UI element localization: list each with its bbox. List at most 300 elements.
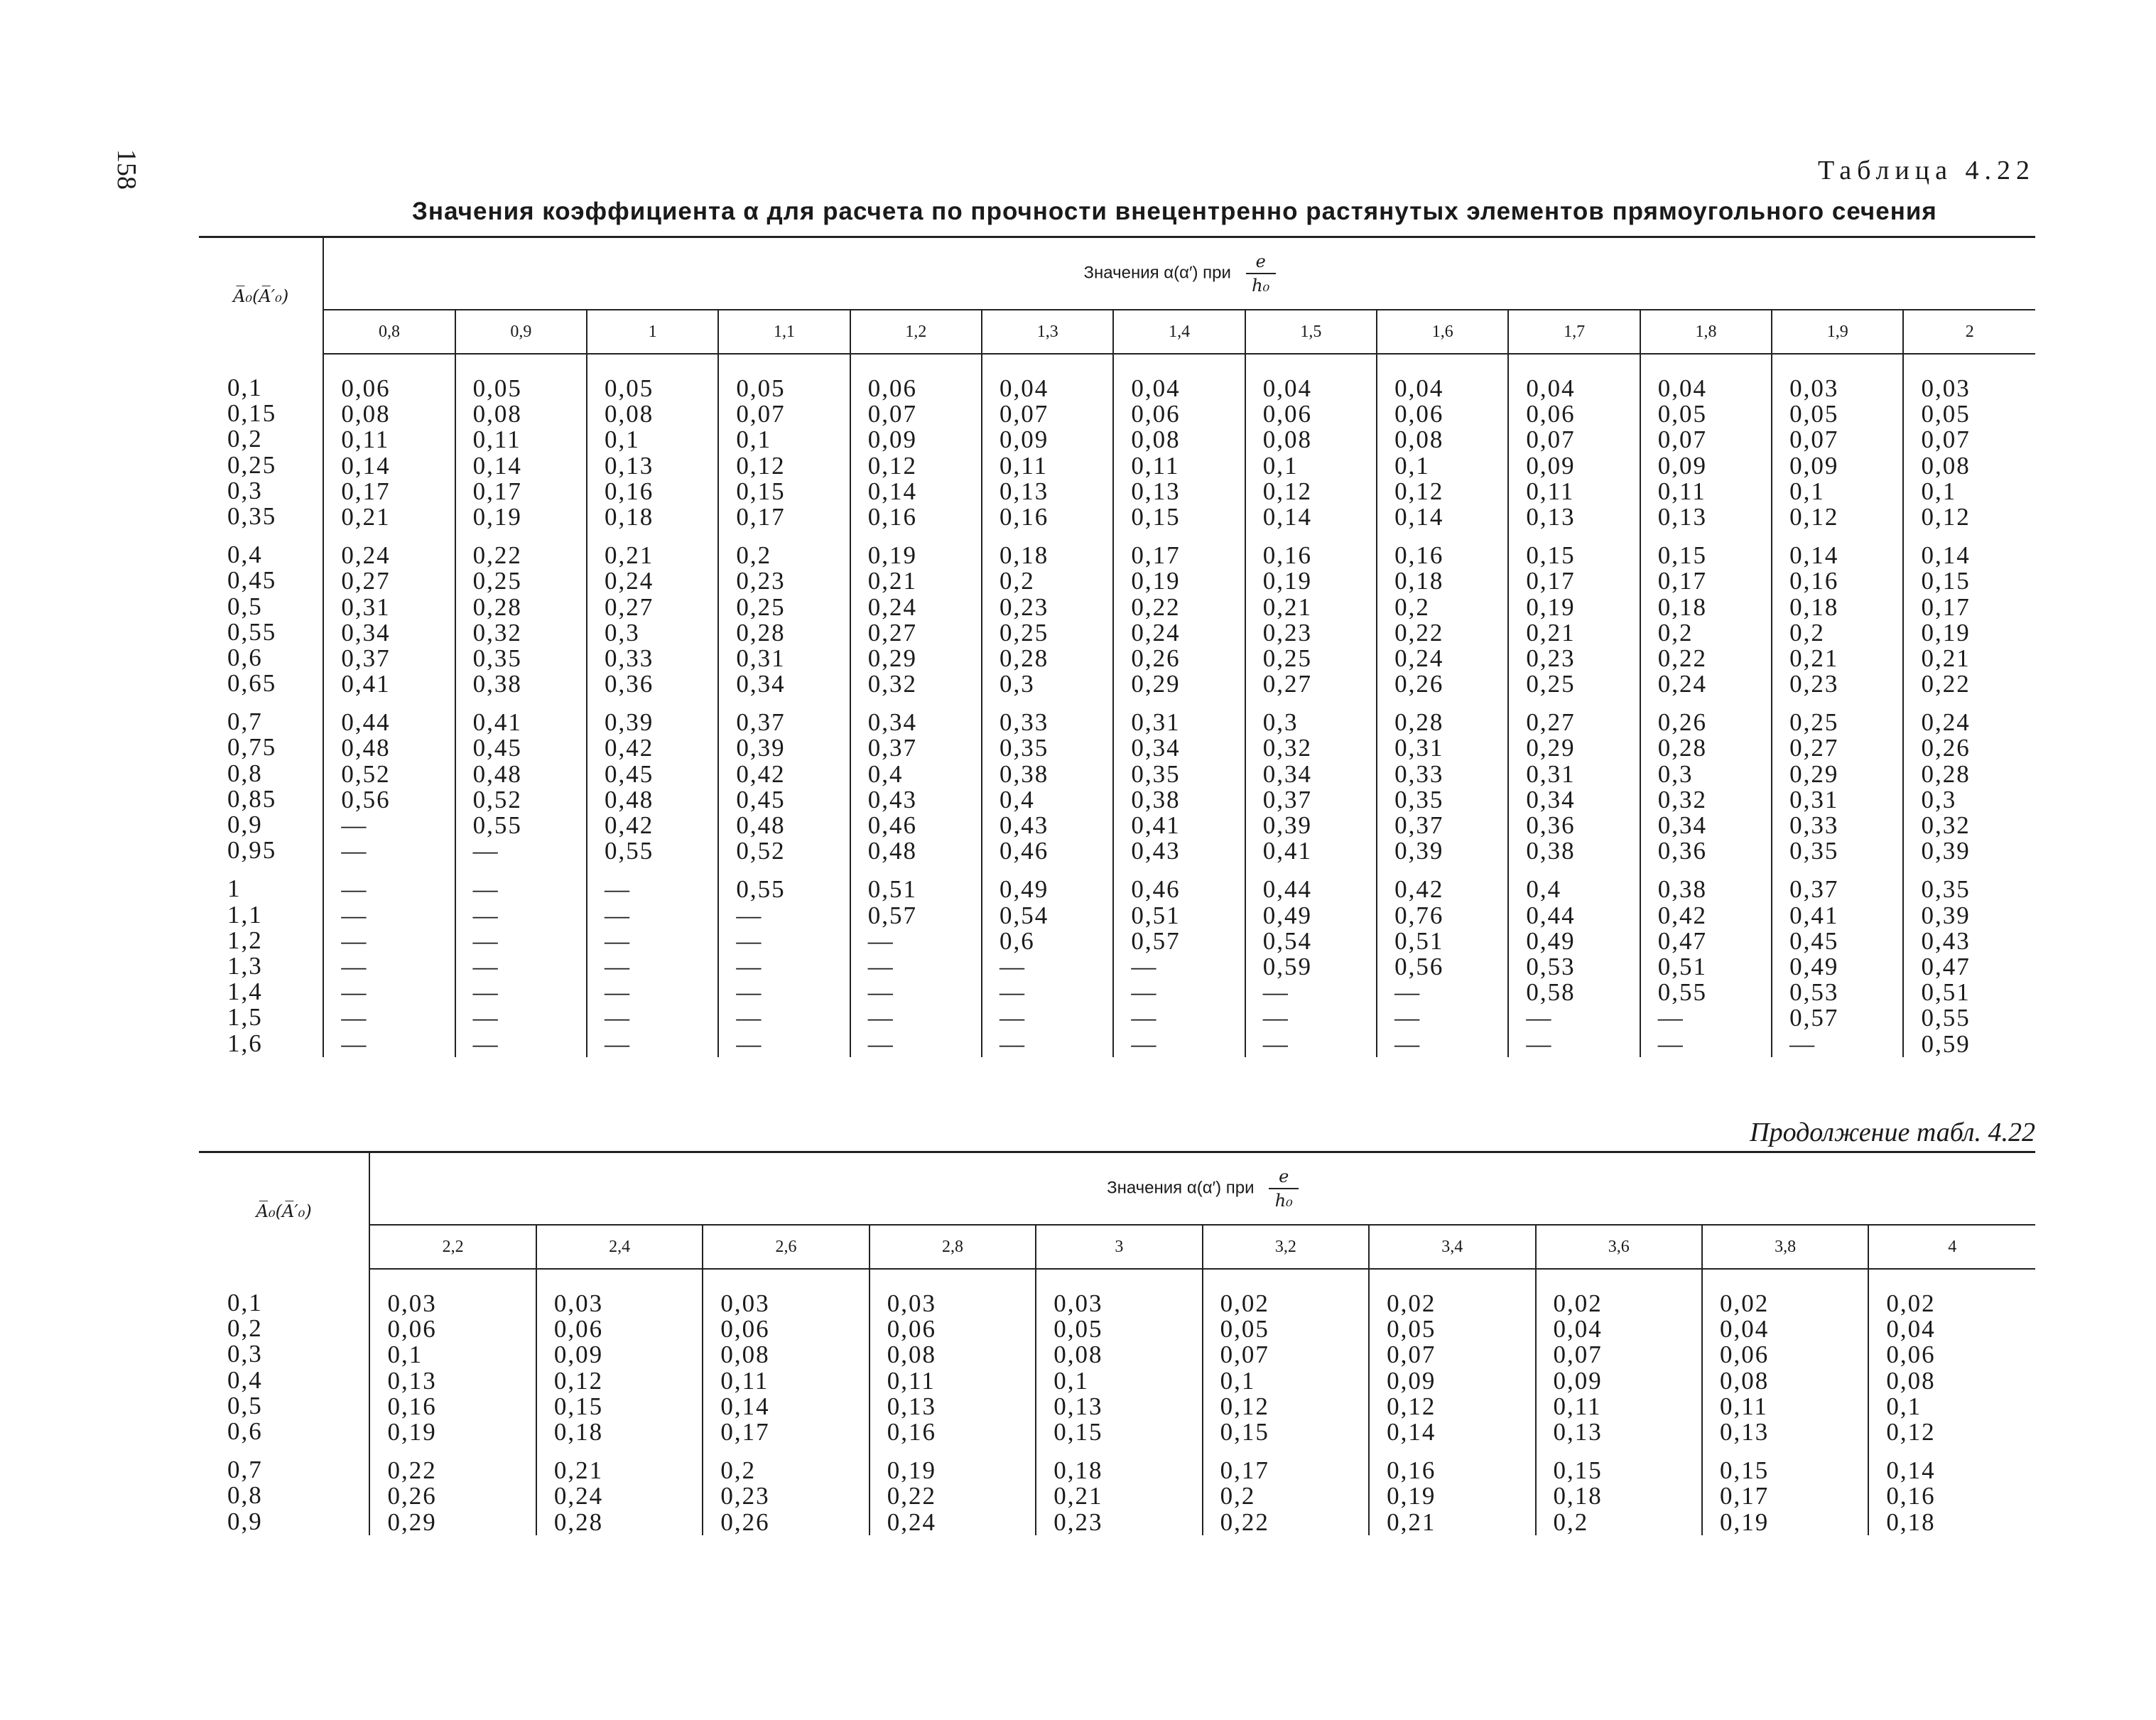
column-header: 2,4	[536, 1225, 703, 1269]
table-cell-value: 0,57	[867, 901, 917, 929]
table-cell-value: —	[341, 926, 368, 955]
column-header: 1,3	[982, 310, 1113, 354]
table-cell-value: 0,59	[1921, 1029, 1971, 1058]
table-label: Таблица 4.22	[1817, 156, 2035, 185]
table-cell-value: 0,51	[1394, 926, 1444, 955]
column-header: 2,2	[369, 1225, 536, 1269]
table-cell-value: 0,25	[1262, 644, 1312, 672]
table-cell-value: 0,1	[1262, 451, 1299, 480]
table-cell-value: 0,03	[720, 1289, 770, 1317]
value-group	[1263, 697, 1376, 864]
value-group	[1554, 1270, 1701, 1445]
table-cell-value: —	[867, 1004, 894, 1032]
table-cell-value: 0,54	[1000, 901, 1049, 929]
table-cell-value: 0,31	[736, 644, 786, 672]
table-cell-value: —	[341, 901, 368, 929]
table-cell-value: 0,17	[1921, 593, 1971, 621]
table-cell-value: 0,17	[1719, 1482, 1770, 1510]
table-cell-value: 0,18	[1789, 593, 1839, 621]
table-cell-value: 0,28	[1921, 759, 1971, 788]
table-cell-value: 0,21	[1053, 1482, 1103, 1510]
table-cell-value: 0,31	[1131, 708, 1181, 737]
table-cell-value: —	[867, 926, 894, 955]
table-cell-value: —	[472, 952, 499, 980]
table-cell-value: 0,45	[472, 734, 522, 762]
table-cell-value: 0,18	[605, 502, 654, 531]
table-cell-value: 0,19	[387, 1417, 437, 1446]
table-cell-value: 0,4	[867, 759, 904, 788]
value-group	[1131, 697, 1244, 864]
table-cell-value: 0,08	[1131, 426, 1181, 454]
table-cell-value: 0,44	[1526, 901, 1576, 929]
table-cell-value: 0,35	[1394, 785, 1444, 813]
table-cell-value: 0,13	[387, 1366, 437, 1395]
table-cell-value: 1,2	[227, 926, 263, 954]
table-cell-value: 0,42	[1657, 901, 1708, 929]
table-cell-value: 0,15	[1220, 1417, 1269, 1446]
table-cell-value: —	[472, 837, 499, 865]
table-cell-value: —	[1000, 1004, 1026, 1032]
table-cell-value: 0,41	[1262, 837, 1312, 865]
column-header: 1,1	[718, 310, 850, 354]
table-cell-value: 0,08	[1921, 451, 1971, 480]
table-cell-value: 0,23	[1053, 1508, 1103, 1536]
table-cell-value: 0,2	[1000, 567, 1035, 595]
table-cell-value: —	[341, 978, 368, 1007]
table-cell-value: 0,32	[1262, 734, 1312, 762]
table-cell-value: 0,59	[1262, 952, 1312, 980]
table-cell-value: 0,53	[1526, 952, 1576, 980]
table-cell-value: 0,13	[887, 1392, 937, 1420]
table-cell-value: 0,05	[1387, 1315, 1436, 1343]
table-cell-value: 0,2	[1220, 1482, 1256, 1510]
table-cell-value: 0,1	[387, 1341, 423, 1369]
table-cell-value: 0,08	[1719, 1366, 1770, 1395]
value-group	[1220, 1270, 1368, 1445]
table-cell-value: 0,42	[1394, 875, 1444, 904]
value-group	[1658, 530, 1771, 697]
table-cell-value: 0,23	[720, 1482, 770, 1510]
table-cell-value: 0,05	[1220, 1315, 1269, 1343]
value-group	[341, 697, 454, 864]
table-cell-value: 0,35	[1921, 875, 1971, 904]
table-cell-value: 0,55	[736, 875, 786, 904]
table-cell-value: 0,49	[1262, 901, 1312, 929]
table-cell-value: 0,52	[341, 759, 391, 788]
column-header: 1,6	[1377, 310, 1508, 354]
table-cell-value: 0,65	[227, 669, 277, 698]
table-cell-value: 0,75	[227, 733, 277, 762]
table-cell-value: 0,38	[1526, 837, 1576, 865]
table-cell-value: 0,15	[1526, 541, 1576, 570]
table-cell-value: 0,13	[1053, 1392, 1103, 1420]
table-cell-value: 0,26	[1131, 644, 1181, 672]
table-cell-value: —	[867, 978, 894, 1007]
table-cell-value: —	[1394, 1029, 1421, 1058]
value-group	[1789, 355, 1902, 530]
table-cell-value: 0,48	[605, 785, 654, 813]
table-cell-value: 0,32	[1657, 785, 1708, 813]
table-cell-value: —	[341, 1004, 368, 1032]
table-cell-value: —	[1526, 1029, 1553, 1058]
table-cell-value: 0,41	[341, 670, 391, 698]
table-cell-value: 0,04	[1262, 374, 1312, 402]
table-cell-value: 0,22	[1220, 1508, 1269, 1536]
table-cell-value: 0,02	[1387, 1289, 1436, 1317]
table-cell-value: 0,45	[736, 785, 786, 813]
value-group	[1387, 1445, 1534, 1535]
fraction-numerator: e	[1269, 1167, 1299, 1189]
column-header: 4	[1868, 1225, 2035, 1269]
table-cell-value: 0,38	[472, 670, 522, 698]
table-cell-value: 0,45	[1789, 926, 1839, 955]
table-cell-value: 0,25	[1789, 708, 1839, 737]
value-group	[736, 530, 849, 697]
table-cell-value: 0,1	[736, 426, 772, 454]
table-cell-value: 0,34	[736, 670, 786, 698]
column-header: 2,8	[870, 1225, 1036, 1269]
value-column	[982, 354, 1113, 1057]
group-header-label: Значения α(α′) при	[1107, 1178, 1255, 1198]
table-cell-value: 0,07	[1000, 400, 1049, 428]
value-column	[323, 354, 455, 1057]
table-cell-value: 0,29	[1131, 670, 1181, 698]
column-header: 2	[1903, 310, 2035, 354]
table-cell-value: —	[1131, 1004, 1158, 1032]
table-cell-value: —	[1131, 978, 1158, 1007]
table-cell-value: 0,15	[227, 399, 277, 428]
table-cell-value: 0,38	[1000, 759, 1049, 788]
value-group	[1053, 1270, 1201, 1445]
value-group	[720, 1270, 868, 1445]
table-cell-value: 0,46	[1131, 875, 1181, 904]
table-cell-value: 0,16	[867, 502, 917, 531]
table-cell-value: 0,05	[1657, 400, 1708, 428]
table-cell-value: 0,15	[1553, 1456, 1603, 1485]
table-cell-value: 0,07	[736, 400, 786, 428]
value-group	[1789, 697, 1902, 864]
table-cell-value: 0,6	[227, 1417, 263, 1445]
table-cell-value: 0,03	[553, 1289, 604, 1317]
table-cell-value: 0,19	[1262, 567, 1312, 595]
value-group	[1263, 864, 1376, 1056]
fraction-numerator: e	[1246, 251, 1276, 274]
value-group	[605, 355, 717, 530]
table-cell-value: 0,04	[1886, 1315, 1936, 1343]
table-cell-value: 0,18	[1000, 541, 1049, 570]
value-group	[1131, 530, 1244, 697]
table-cell-value: —	[1657, 1004, 1684, 1032]
table-title: Значения коэффициента α для расчета по прочности внецентренно растянутых элементов прямоугольного сечения	[412, 198, 1937, 225]
table-cell-value: 0,03	[1053, 1289, 1103, 1317]
table-cell-value: 0,39	[605, 708, 654, 737]
table-cell-value: 0,27	[1526, 708, 1576, 737]
table-cell-value: 0,3	[1921, 785, 1957, 813]
table-cell-value: 0,11	[1526, 477, 1575, 505]
table-cell-value: 0,37	[341, 644, 391, 672]
e-over-h0-fraction	[1269, 1167, 1299, 1211]
table-cell-value: 0,24	[1657, 670, 1708, 698]
value-group	[1921, 864, 2035, 1056]
value-group	[227, 863, 323, 1056]
value-group	[387, 1270, 535, 1445]
value-group	[1658, 697, 1771, 864]
table-cell-value: 0,43	[1000, 811, 1049, 839]
continuation-label: Продолжение табл. 4.22	[1750, 1118, 2035, 1147]
table-cell-value: 0,2	[1657, 618, 1694, 647]
table-cell-value: 0,34	[1262, 759, 1312, 788]
table-cell-value: 0,39	[736, 734, 786, 762]
value-group	[1886, 1445, 2035, 1535]
table-cell-value: 1,4	[227, 978, 263, 1006]
table-cell-value: 0,04	[1000, 374, 1049, 402]
table-cell-value: 0,44	[341, 708, 391, 737]
table-cell-value: 0,11	[341, 426, 390, 454]
fraction-denominator: h₀	[1252, 276, 1270, 296]
table-cell-value: 0,48	[341, 734, 391, 762]
value-group	[1720, 1270, 1868, 1445]
table-cell-value: 0,25	[736, 593, 786, 621]
value-group	[1131, 355, 1244, 530]
value-group	[554, 1445, 702, 1535]
table-cell-value: 0,31	[1789, 785, 1839, 813]
table-cell-value: 0,06	[1262, 400, 1312, 428]
table-cell-value: 0,08	[605, 400, 654, 428]
table-cell-value: 0,23	[1526, 644, 1576, 672]
table-cell-value: 0,8	[227, 1481, 263, 1510]
table-cell-value: 0,24	[867, 593, 917, 621]
value-group	[736, 355, 849, 530]
value-column	[1702, 1269, 1868, 1535]
table-cell-value: 0,4	[1000, 785, 1035, 813]
table-cell-value: 0,37	[867, 734, 917, 762]
table-cell-value: 0,04	[1553, 1315, 1603, 1343]
table-cell-value: 0,3	[1657, 759, 1694, 788]
value-group	[1387, 1270, 1534, 1445]
table-cell-value: 0,13	[1719, 1417, 1770, 1446]
table-cell-value: —	[867, 952, 894, 980]
table-cell-value: 0,14	[1262, 502, 1312, 531]
table-cell-value: 0,17	[720, 1417, 770, 1446]
table-cell-value: 0,42	[736, 759, 786, 788]
table-cell-value: 0,07	[1387, 1341, 1436, 1369]
table-cell-value: 0,03	[1789, 374, 1839, 402]
value-group	[227, 1444, 369, 1535]
table-cell-value: 0,31	[341, 593, 391, 621]
table-cell-value: 0,17	[472, 477, 522, 505]
table-cell-value: —	[605, 875, 632, 904]
table-cell-value: 0,95	[227, 836, 277, 865]
table-cell-value: 0,09	[553, 1341, 604, 1369]
table-cell-value: 0,15	[1131, 502, 1181, 531]
value-group	[1658, 864, 1771, 1056]
table-cell-value: 0,21	[1526, 618, 1576, 647]
table-cell-value: —	[1526, 1004, 1553, 1032]
value-group	[1053, 1445, 1201, 1535]
table-cell-value: 0,37	[1262, 785, 1312, 813]
table-cell-value: 0,21	[1262, 593, 1312, 621]
table-cell-value: 0,1	[1053, 1366, 1089, 1395]
table-cell-value: 0,1	[227, 1289, 263, 1316]
table-cell-value: 0,32	[472, 618, 522, 647]
table-cell-value: 0,35	[1000, 734, 1049, 762]
table-cell-value: 0,29	[1789, 759, 1839, 788]
table-cell-value: 0,27	[341, 567, 391, 595]
table-cell-value: 0,57	[1131, 926, 1181, 955]
value-group	[341, 355, 454, 530]
value-group	[1263, 530, 1376, 697]
table-cell-value: 0,12	[553, 1366, 604, 1395]
table-cell-value: 0,5	[227, 1391, 263, 1419]
table-cell-value: 0,51	[867, 875, 917, 904]
table-cell-value: 0,48	[472, 759, 522, 788]
table-cell-value: 0,23	[1262, 618, 1312, 647]
value-column	[718, 354, 850, 1057]
table-cell-value: 0,09	[1789, 451, 1839, 480]
table-cell-value: 0,18	[1886, 1508, 1936, 1536]
table-cell-value: —	[341, 811, 368, 839]
table-cell-value: 0,1	[605, 426, 640, 454]
table-cell-value: —	[867, 1029, 894, 1058]
table-cell-value: 0,13	[605, 451, 654, 480]
table-cell-value: —	[736, 926, 763, 955]
table-cell-value: 0,19	[887, 1456, 937, 1485]
table-cell-value: 0,09	[867, 426, 917, 454]
table-cell-value: 0,42	[605, 811, 654, 839]
table-cell-value: 0,06	[1131, 400, 1181, 428]
table-cell-value: 0,08	[1262, 426, 1312, 454]
table-cell-value: 0,47	[1921, 952, 1971, 980]
table-cell-value: 0,22	[1921, 670, 1971, 698]
table-cell-value: —	[1394, 1004, 1421, 1032]
value-group	[605, 697, 717, 864]
table-cell-value: 0,45	[227, 566, 277, 595]
table-cell-value: 0,14	[1394, 502, 1444, 531]
value-column	[1536, 1269, 1702, 1535]
table-cell-value: 0,52	[736, 837, 786, 865]
table-cell-value: 0,3	[1000, 670, 1035, 698]
value-group	[387, 1445, 535, 1535]
column-header: 1,4	[1113, 310, 1245, 354]
table-cell-value: 0,1	[1921, 477, 1957, 505]
table-cell-value: 0,09	[1387, 1366, 1436, 1395]
table-cell-value: 0,11	[887, 1366, 936, 1395]
table-cell-value: 0,58	[1526, 978, 1576, 1007]
table-cell-value: 0,08	[1394, 426, 1444, 454]
table-cell-value: 0,09	[1000, 426, 1049, 454]
value-group	[554, 1270, 702, 1445]
value-group	[473, 355, 586, 530]
table-cell-value: 0,14	[1921, 541, 1971, 570]
table-cell-value: 0,48	[736, 811, 786, 839]
column-header: 1,7	[1508, 310, 1640, 354]
table-cell-value: 0,05	[1789, 400, 1839, 428]
value-group	[227, 354, 323, 529]
table-cell-value: 0,56	[1394, 952, 1444, 980]
coefficient-table-continued	[199, 1151, 2035, 1535]
value-group	[605, 864, 717, 1056]
value-group	[736, 864, 849, 1056]
table-cell-value: 0,09	[1657, 451, 1708, 480]
table-cell-value: 0,39	[1921, 901, 1971, 929]
table-cell-value: 0,08	[1886, 1366, 1936, 1395]
table-cell-value: 0,46	[867, 811, 917, 839]
value-column	[1377, 354, 1508, 1057]
value-column	[850, 354, 982, 1057]
table-cell-value: 0,23	[1000, 593, 1049, 621]
table-cell-value: 0,12	[867, 451, 917, 480]
table-cell-value: 0,45	[605, 759, 654, 788]
table-cell-value: 0,3	[605, 618, 640, 647]
table-cell-value: 0,31	[1526, 759, 1576, 788]
table-cell-value: 0,7	[227, 1456, 263, 1484]
table-cell-value: 0,2	[1789, 618, 1825, 647]
value-group	[1394, 355, 1507, 530]
table-cell-value: 0,29	[387, 1508, 437, 1536]
table-cell-value: 0,13	[1553, 1417, 1603, 1446]
column-header: 0,8	[323, 310, 455, 354]
table-cell-value: 0,25	[227, 450, 277, 479]
table-cell-value: 0,47	[1657, 926, 1708, 955]
table-cell-value: 0,41	[1131, 811, 1181, 839]
table-cell-value: 0,07	[1526, 426, 1576, 454]
row-header: A̅₀(A̅′₀)	[199, 1152, 369, 1270]
table-cell-value: 0,16	[1387, 1456, 1436, 1485]
table-cell-value: 0,44	[1262, 875, 1312, 904]
table-cell-value: 0,21	[1921, 644, 1971, 672]
value-column	[1369, 1269, 1535, 1535]
value-group	[1394, 864, 1507, 1056]
table-cell-value: 0,49	[1789, 952, 1839, 980]
column-header: 3,6	[1536, 1225, 1702, 1269]
table-cell-value: 0,11	[472, 426, 521, 454]
table-cell-value: 0,08	[887, 1341, 937, 1369]
table-cell-value: 0,34	[341, 618, 391, 647]
table-cell-value: 0,13	[1131, 477, 1181, 505]
table-cell-value: —	[472, 1029, 499, 1058]
table-cell-value: 0,08	[341, 400, 391, 428]
table-cell-value: 0,07	[1921, 426, 1971, 454]
table-cell-value: 0,2	[720, 1456, 757, 1485]
table-cell-value: 0,12	[1394, 477, 1444, 505]
table-cell-value: —	[1657, 1029, 1684, 1058]
table-cell-value: 0,13	[1000, 477, 1049, 505]
coefficient-table-main	[199, 236, 2035, 1057]
table-cell-value: 0,15	[1921, 567, 1971, 595]
table-cell-value: 0,02	[1886, 1289, 1936, 1317]
table-cell-value: 0,2	[1553, 1508, 1589, 1536]
value-group	[868, 864, 981, 1056]
table-cell-value: 0,55	[472, 811, 522, 839]
table-cell-value: —	[605, 1029, 632, 1058]
table-cell-value: 0,23	[736, 567, 786, 595]
table-cell-value: 0,34	[1657, 811, 1708, 839]
table-cell-value: 0,35	[472, 644, 522, 672]
table-cell-value: 0,24	[1394, 644, 1444, 672]
table-cell-value: 0,26	[720, 1508, 770, 1536]
value-group	[473, 864, 586, 1056]
table-cell-value: 0,42	[605, 734, 654, 762]
value-group	[1394, 530, 1507, 697]
table-cell-value: 0,17	[341, 477, 391, 505]
value-column	[536, 1269, 703, 1535]
table-cell-value: 0,39	[1921, 837, 1971, 865]
table-cell-value: 0,04	[1719, 1315, 1770, 1343]
table-cell-value: 0,13	[1526, 502, 1576, 531]
table-cell-value: 0,16	[1789, 567, 1839, 595]
table-cell-value: 0,17	[1657, 567, 1708, 595]
table-cell-value: 0,06	[887, 1315, 937, 1343]
